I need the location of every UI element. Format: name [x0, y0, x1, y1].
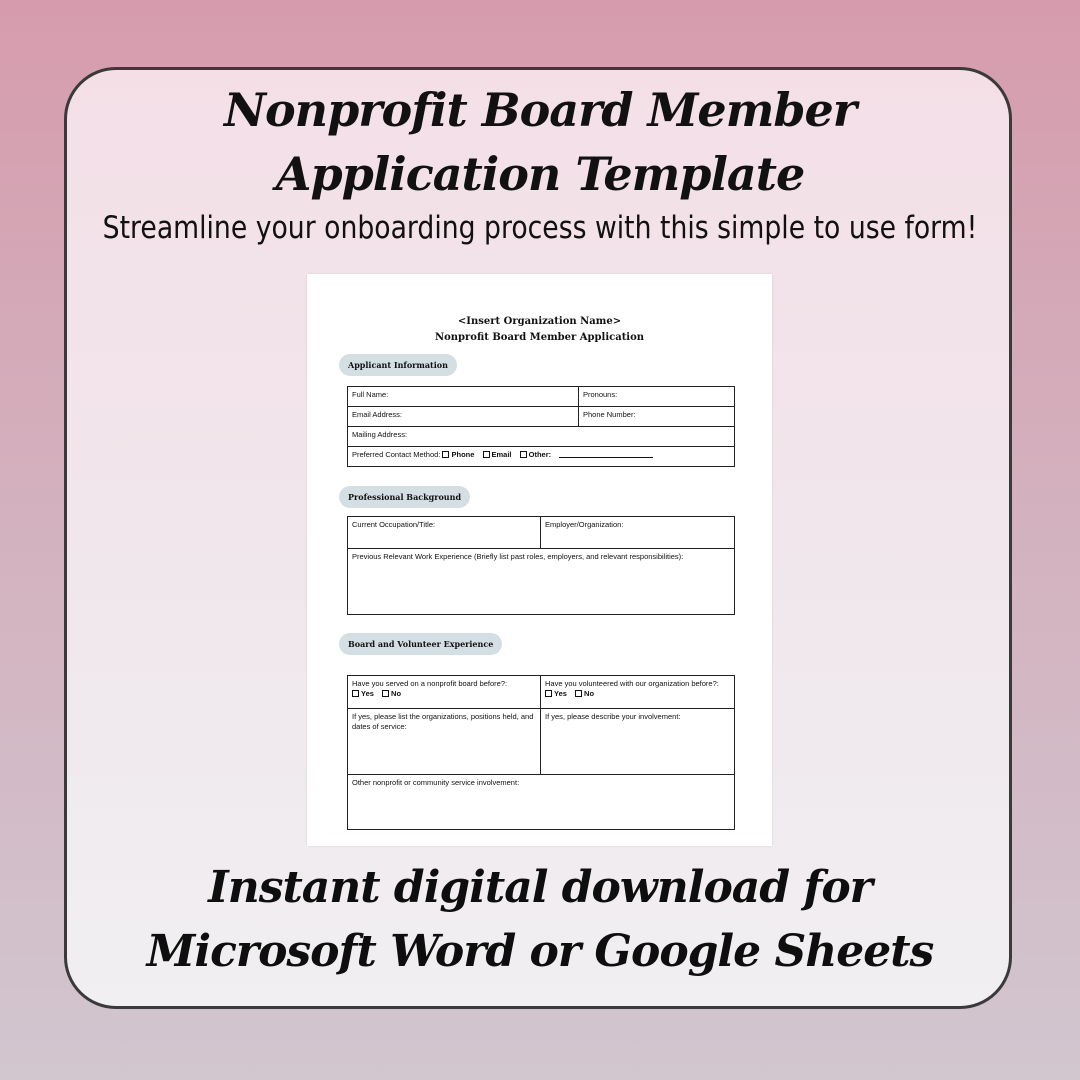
other-contact-blank-line[interactable] — [559, 450, 653, 458]
full-name-field[interactable]: Full Name: — [348, 387, 579, 407]
checkbox-icon[interactable] — [442, 451, 449, 458]
volunteered-yes-label: Yes — [554, 689, 567, 698]
applicant-info-table — [347, 386, 735, 467]
section-heading-applicant: Applicant Information — [339, 354, 457, 376]
preferred-contact-row — [348, 447, 735, 467]
download-note-line-2: Microsoft Word or Google Sheets — [146, 926, 934, 977]
email-address-field[interactable]: Email Address: — [348, 407, 579, 427]
served-no-label: No — [391, 689, 402, 698]
document-title: Nonprofit Board Member Application — [434, 332, 645, 343]
served-board-label: Have you served on a nonprofit board before?: — [352, 679, 508, 688]
checkbox-icon[interactable] — [520, 451, 527, 458]
employer-field[interactable]: Employer/Organization: — [541, 517, 735, 549]
checkbox-icon[interactable] — [575, 690, 582, 697]
mailing-address-field[interactable]: Mailing Address: — [348, 427, 735, 447]
other-involvement-field[interactable]: Other nonprofit or community service involvement: — [348, 775, 735, 830]
volunteered-no-label: No — [584, 689, 595, 698]
main-title-line-2: Application Template — [275, 147, 805, 201]
volunteer-involvement-field[interactable]: If yes, please describe your involvement: — [541, 709, 735, 775]
checkbox-icon[interactable] — [382, 690, 389, 697]
pronouns-field[interactable]: Pronouns: — [579, 387, 735, 407]
preferred-contact-label: Preferred Contact Method: — [352, 450, 441, 459]
download-note-line-1: Instant digital download for — [208, 862, 872, 913]
main-title-line-1: Nonprofit Board Member — [223, 83, 857, 137]
volunteered-label: Have you volunteered with our organization before?: — [545, 679, 719, 688]
served-board-question — [348, 676, 541, 709]
work-experience-field[interactable]: Previous Relevant Work Experience (Briefly list past roles, employers, and relevant responsibilities): — [348, 549, 735, 615]
phone-number-field[interactable]: Phone Number: — [579, 407, 735, 427]
volunteered-question — [541, 676, 735, 709]
checkbox-icon[interactable] — [483, 451, 490, 458]
contact-option-other: Other: — [528, 450, 552, 459]
document-preview — [307, 274, 772, 846]
section-heading-professional: Professional Background — [339, 486, 470, 508]
served-yes-label: Yes — [361, 689, 374, 698]
checkbox-icon[interactable] — [545, 690, 552, 697]
board-experience-table — [347, 675, 735, 830]
board-organizations-field[interactable]: If yes, please list the organizations, positions held, and dates of service: — [348, 709, 541, 775]
contact-option-email: Email — [491, 450, 512, 459]
section-heading-board: Board and Volunteer Experience — [339, 633, 502, 655]
organization-name-placeholder: <Insert Organization Name> — [457, 316, 622, 327]
subtitle: Streamline your onboarding process with this simple to use form! — [102, 210, 978, 246]
checkbox-icon[interactable] — [352, 690, 359, 697]
occupation-field[interactable]: Current Occupation/Title: — [348, 517, 541, 549]
professional-background-table — [347, 516, 735, 615]
contact-option-phone: Phone — [451, 450, 475, 459]
